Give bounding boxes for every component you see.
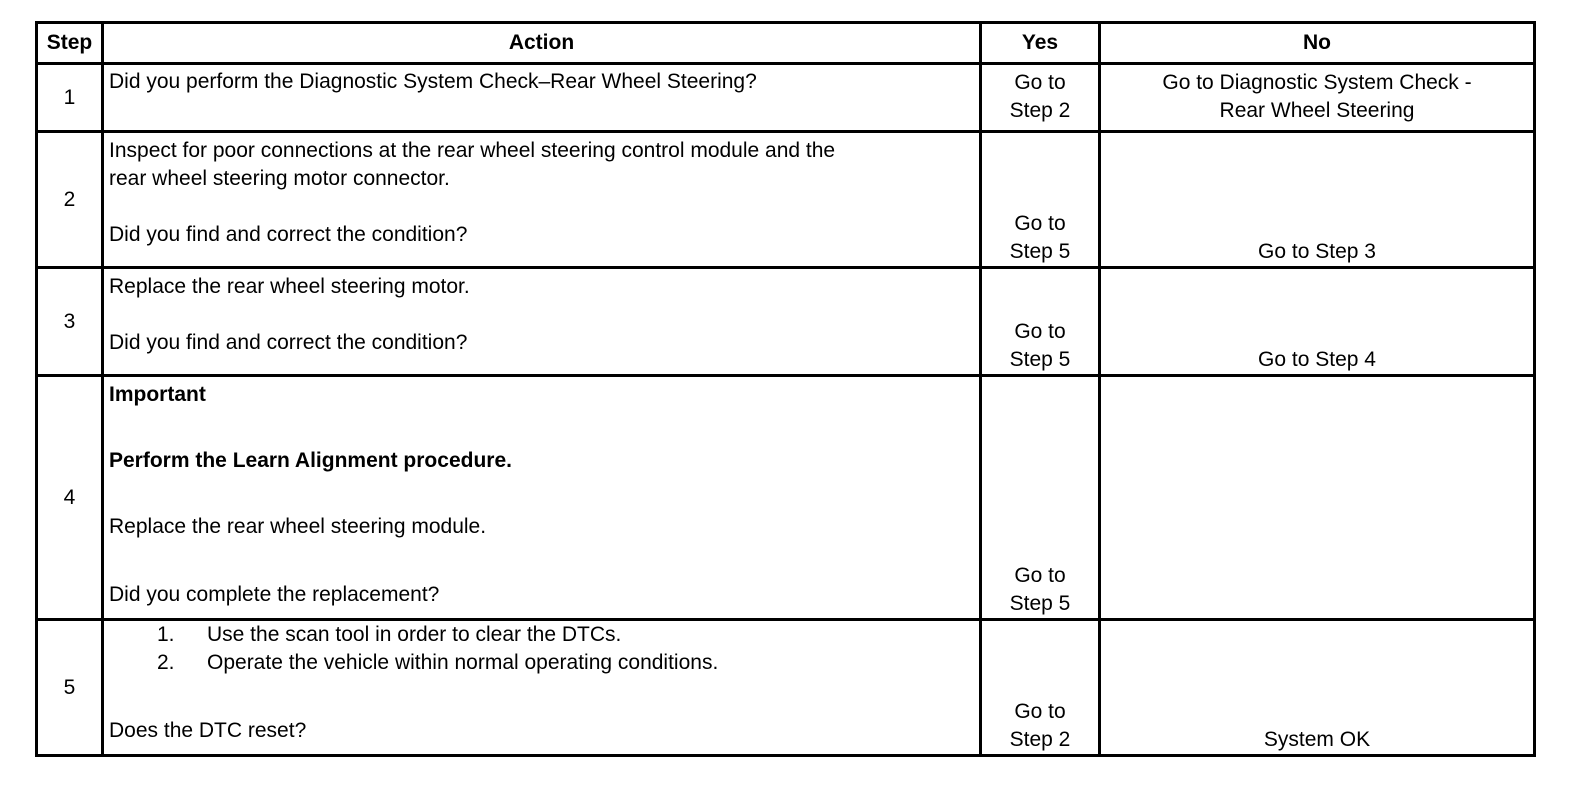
header-action: Action [103, 23, 981, 64]
step-number: 1 [37, 64, 103, 132]
action-question: Did you complete the replacement? [109, 583, 440, 606]
list-item [159, 649, 975, 677]
header-yes: Yes [981, 23, 1100, 64]
header-row [37, 23, 1535, 64]
step-number: 3 [37, 268, 103, 376]
action-text: Replace the rear wheel steering motor. [109, 275, 470, 298]
list-item [159, 621, 975, 649]
action-cell [103, 132, 981, 268]
table-row [37, 620, 1535, 756]
no-text: System OK [1263, 728, 1371, 751]
no-text: Rear Wheel Steering [1219, 99, 1415, 122]
table-row [37, 376, 1535, 620]
no-text: Go to Step 3 [1258, 240, 1376, 263]
diagnostic-table [35, 21, 1536, 757]
step-number: 4 [37, 376, 103, 620]
numbered-list [109, 621, 975, 677]
list-text: Use the scan tool in order to clear the DTCs. [207, 623, 622, 646]
yes-cell [981, 132, 1100, 268]
yes-text: Step 2 [1009, 99, 1071, 122]
action-cell [103, 376, 981, 620]
no-cell [1100, 268, 1535, 376]
action-cell [103, 64, 981, 132]
action-text: rear wheel steering motor connector. [109, 167, 450, 190]
yes-text: Step 2 [1009, 728, 1071, 751]
action-question: Does the DTC reset? [109, 719, 307, 742]
yes-text: Go to [1014, 71, 1066, 94]
header-step: Step [37, 23, 103, 64]
yes-text: Go to [1014, 320, 1066, 343]
step-number: 2 [37, 132, 103, 268]
yes-cell [981, 376, 1100, 620]
list-number: 2. [157, 651, 175, 674]
no-cell [1100, 376, 1535, 620]
no-cell [1100, 132, 1535, 268]
action-text: Replace the rear wheel steering module. [109, 515, 487, 538]
header-no: No [1100, 23, 1535, 64]
no-text: Go to Step 4 [1258, 348, 1376, 371]
important-label: Important [109, 383, 206, 406]
yes-text: Go to [1014, 212, 1066, 235]
action-text: Inspect for poor connections at the rear wheel steering control module and the [109, 139, 836, 162]
yes-text: Go to [1014, 564, 1066, 587]
yes-text: Step 5 [1009, 240, 1071, 263]
list-number: 1. [157, 623, 175, 646]
yes-text: Step 5 [1009, 592, 1071, 615]
yes-cell [981, 268, 1100, 376]
step-number: 5 [37, 620, 103, 756]
table-row [37, 64, 1535, 132]
table-row [37, 268, 1535, 376]
important-note: Perform the Learn Alignment procedure. [109, 449, 512, 472]
action-question: Did you find and correct the condition? [109, 331, 468, 354]
no-cell [1100, 64, 1535, 132]
action-question: Did you find and correct the condition? [109, 223, 468, 246]
list-text: Operate the vehicle within normal operating conditions. [207, 651, 719, 674]
yes-text: Step 5 [1009, 348, 1071, 371]
no-cell [1100, 620, 1535, 756]
yes-cell [981, 64, 1100, 132]
yes-cell [981, 620, 1100, 756]
action-cell [103, 620, 981, 756]
yes-text: Go to [1014, 700, 1066, 723]
no-text: Go to Diagnostic System Check - [1162, 71, 1472, 94]
action-text: Did you perform the Diagnostic System Check–Rear Wheel Steering? [109, 70, 757, 93]
table-row [37, 132, 1535, 268]
action-cell [103, 268, 981, 376]
